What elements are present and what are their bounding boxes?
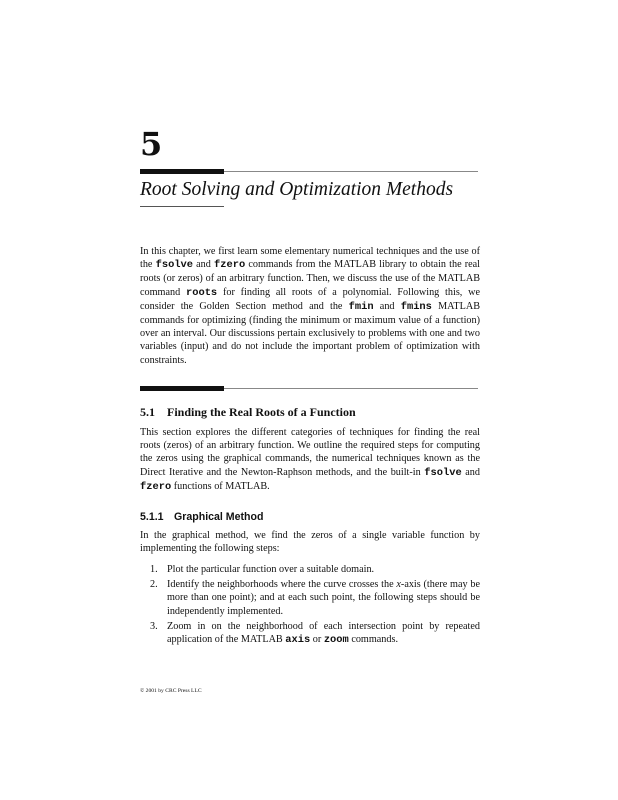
section-text: and [461,466,480,478]
intro-text: and [193,259,215,271]
item-marker: 2. [150,579,158,591]
item-text: or [310,634,324,646]
item-text: Identify the neighborhoods where the curve crosses the [167,579,397,591]
code-fmins: fmins [400,300,432,313]
code-fzero: fzero [214,259,246,272]
section-text: This section explores the different categories of techniques for finding the real roots (zeros) of an arbitrary function. We outline the required steps for computing the zeros using the graphical commands, the numerical techniques known as the Direct Iterative and the Newton-Raphson methods, and the built-in [140,427,480,478]
code-roots: roots [185,286,218,299]
chapter-number: 5 [140,125,163,163]
section-thin-rule [224,388,478,389]
section-number: 5.1 [140,405,155,419]
item-marker: 1. [150,564,158,575]
intro-text: MATLAB commands for optimizing (finding the minimum or maximum value of a function) over an interval. Our discussions pertain exclusively to problems with one and two variables (input) and do not include the important problem of optimization with constraints. [140,300,480,366]
chapter-thick-bar [140,169,224,174]
code-zoom: zoom [323,634,349,647]
list-item [150,620,480,647]
item-text: Plot the particular function over a suitable domain. [167,564,375,575]
list-item [150,563,480,576]
item-text: commands. [348,634,398,646]
copyright-footer: © 2001 by CRC Press LLC [140,688,202,694]
intro-text: In this chapter, we first learn some elementary numerical techniques and the use of the [140,246,480,271]
subsection-title: Graphical Method [174,511,264,523]
chapter-thin-rule [224,171,478,172]
code-fzero: fzero [140,480,172,493]
section-text: functions of MATLAB. [171,480,270,492]
section-heading [140,405,356,420]
intro-paragraph [140,245,480,367]
code-fmin: fmin [348,300,374,313]
subsection-paragraph: In the graphical method, we find the zeros of a single variable function by implementing the following steps: [140,530,480,555]
intro-text: commands from the MATLAB library to obtain the real roots (or zeros) of an arbitrary function. Then, we discuss the use of the MATLAB command [140,259,480,298]
intro-text: and [373,300,401,312]
code-axis: axis [285,634,311,647]
code-fsolve: fsolve [424,466,462,479]
list-item [150,578,480,618]
chapter-title: Root Solving and Optimization Methods [140,179,454,200]
section-thick-bar [140,386,224,391]
subsection-number: 5.1.1 [140,511,164,523]
item-marker: 3. [150,620,158,632]
x-variable: x [396,579,401,591]
item-text: -axis (there may be more than one point); and at each such point, the following steps should be independently implemented. [167,579,480,617]
intro-text: for finding all roots of a polynomial. Following this, we consider the Golden Section method and the [140,286,480,312]
section-paragraph [140,426,480,494]
section-title: Finding the Real Roots of a Function [167,405,356,419]
code-fsolve: fsolve [155,259,194,272]
steps-list [150,563,480,649]
item-text: Zoom in on the neighborhood of each intersection point by repeated application of the MATLAB [167,620,480,646]
subsection-heading [140,511,263,523]
chapter-title-underline [140,206,224,207]
